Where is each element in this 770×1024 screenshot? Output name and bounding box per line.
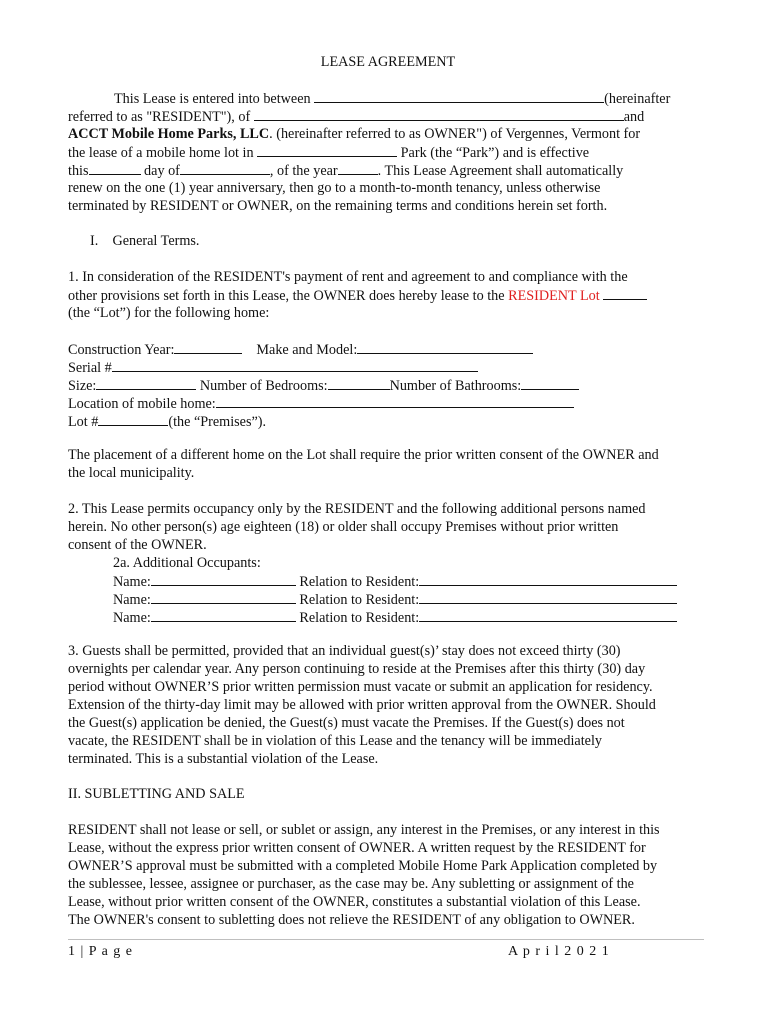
occupant-name-field[interactable] — [151, 590, 296, 604]
bathrooms-field[interactable] — [521, 376, 579, 390]
year-blank[interactable] — [338, 161, 378, 175]
size-field[interactable] — [96, 376, 196, 390]
lot-field[interactable] — [98, 412, 168, 426]
occupant-name-field[interactable] — [151, 572, 296, 586]
section-2-heading: II. SUBLETTING AND SALE — [68, 786, 245, 802]
footer-divider — [68, 939, 704, 940]
paragraph-2: 2. This Lease permits occupancy only by the RESIDENT and the following additional persons named herein. No other person(s) age eighteen (18) or older shall occupy Premises without prior written consent of the OWNER. 2a. Additional Occupants: Name: Relation to Resident: Name: Relation to Resident: Name: Relation to Resident: — [68, 500, 708, 626]
lot-number-blank[interactable] — [603, 286, 647, 300]
occupant-relation-field[interactable] — [419, 608, 677, 622]
construction-year-field[interactable] — [174, 340, 242, 354]
day-blank[interactable] — [89, 161, 141, 175]
park-name-blank[interactable] — [257, 143, 397, 157]
page-number: 1 | P a g e — [68, 944, 133, 959]
document-title: LEASE AGREEMENT — [320, 54, 456, 70]
owner-company-name: ACCT Mobile Home Parks, LLC — [68, 126, 270, 142]
occupant-name-field[interactable] — [151, 608, 296, 622]
section-1-heading: I. General Terms. — [90, 233, 200, 249]
resident-name-blank[interactable] — [314, 89, 604, 103]
home-location-field[interactable] — [216, 394, 574, 408]
occupant-row: Name: Relation to Resident: — [68, 590, 708, 608]
resident-lot-label: RESIDENT Lot — [508, 288, 604, 304]
serial-number-field[interactable] — [112, 358, 478, 372]
paragraph-1: 1. In consideration of the RESIDENT's payment of rent and agreement to and compliance with the other provisions set forth in this Lease, the OWNER does hereby lease to the RESIDENT Lot (the “Lot”) for the following home: — [68, 268, 708, 322]
occupant-relation-field[interactable] — [419, 572, 677, 586]
month-blank[interactable] — [180, 161, 270, 175]
paragraph-4: RESIDENT shall not lease or sell, or sublet or assign, any interest in the Premises, or any interest in this Lease, without the express prior written consent of OWNER. A written request by the RESIDENT for OWNER’S approval must be submitted with a completed Mobile Home Park Application completed by the sublessee, lessee, assignee or purchaser, as the case may be. Any subletting or assignment of the Lease, without prior written consent of the OWNER, constitutes a substantial violation of this Lease. The OWNER's consent to subletting does not relieve the RESIDENT of any obligation to OWNER. — [68, 822, 660, 928]
footer-date: A p r i l 2 0 2 1 — [508, 944, 610, 959]
occupant-relation-field[interactable] — [419, 590, 677, 604]
bedrooms-field[interactable] — [328, 376, 390, 390]
occupant-row: Name: Relation to Resident: — [68, 608, 708, 626]
intro-paragraph: This Lease is entered into between (hereinafter referred to as "RESIDENT"), of and ACCT Mobile Home Parks, LLC. (hereinafter referred to as OWNER") of Vergennes, Vermont for the lease of a mobile home lot in Park (the “Park”) and is effective this day of , of the year . This Lease Agreement shall automatically renew on the one (1) year anniversary, then go to a month-to-month tenancy, unless otherwise terminated by RESIDENT or OWNER, on the remaining terms and conditions herein set forth. — [68, 91, 671, 214]
occupant-row: Name: Relation to Resident: — [68, 572, 708, 590]
make-model-field[interactable] — [357, 340, 533, 354]
paragraph-3: 3. Guests shall be permitted, provided that an individual guest(s)’ stay does not exceed thirty (30) overnights per calendar year. Any person continuing to reside at the Premises after this thirty (30) day period without OWNER’S prior written permission must vacate or submit an application for residency. Extension of the thirty-day limit may be allowed with prior written approval from the OWNER. Should the Guest(s) application be denied, the Guest(s) must vacate the Premises. If the Guest(s) does not vacate, the RESIDENT shall be in violation of this Lease and the tenancy will be immediately terminated. This is a substantial violation of the Lease. — [68, 643, 656, 767]
resident-address-blank[interactable] — [254, 107, 624, 121]
placement-paragraph: The placement of a different home on the Lot shall require the prior written consent of the OWNER and the local municipality. — [68, 447, 659, 481]
home-details: Construction Year: Make and Model: Serial # Size: Number of Bedrooms: Number of Bathrooms: Location of mobile home: Lot # (the “Premises”). — [68, 340, 708, 430]
